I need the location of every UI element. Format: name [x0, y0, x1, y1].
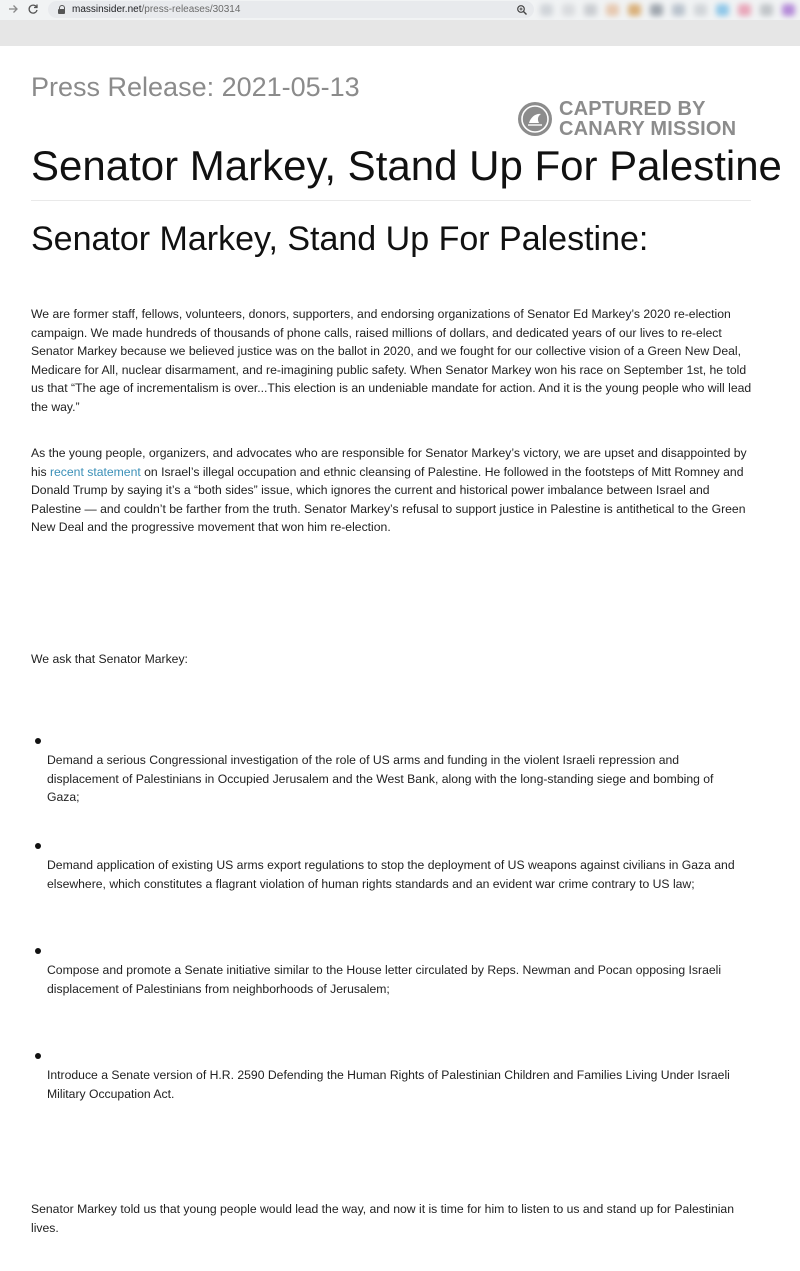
canary-mission-watermark — [518, 99, 736, 139]
paragraph-text-before-link: As the young people, organizers, and advocates who are responsible for Senator Markey’s victory, we are upset and disappointed by his — [31, 446, 747, 479]
page-subtitle: Senator Markey, Stand Up For Palestine: — [31, 220, 649, 258]
intro-paragraph: We are former staff, fellows, volunteers, donors, supporters, and endorsing organizations of Senator Ed Markey’s 2020 re-election campaign. We made hundreds of thousands of phone calls, raised millions of dollars, and dedicated years of our lives to re-elect Senator Markey because we believed justice was on the ballot in 2020, and we fought for our collective vision of a Green New Deal, Medicare for All, nuclear disarmament, and re-imagining public safety. When Senator Markey won his race on September 1st, he told us that “The age of incrementalism is over...This election is an undeniable mandate for action. And it is the young people who will lead the way.” — [31, 307, 752, 414]
paragraph-text-after-link: on Israel’s illegal occupation and ethnic cleansing of Palestine. He followed in the footsteps of Mitt Romney and Donald Trump by saying it’s a “both sides” issue, which ignores the current and historical power imbalance between Israel and Palestine — and couldn’t be farther from the truth. Senator Markey’s refusal to support justice in Palestine is antithetical to the Green New Deal and the progressive movement that won him re-election. — [31, 464, 746, 534]
list-item: Demand application of existing US arms export regulations to stop the deployment of US weapons against civilians in Gaza and elsewhere, which constitutes a flagrant violation of human rights standards and an evident war crime contrary to US law; — [47, 858, 735, 891]
url-path: /press-releases/30314 — [141, 4, 241, 15]
list-bullet — [35, 948, 41, 954]
reload-icon[interactable] — [26, 3, 40, 17]
extension-icons[interactable] — [540, 3, 795, 17]
title-divider — [31, 200, 751, 201]
list-bullet — [35, 1053, 41, 1059]
ask-intro: We ask that Senator Markey: — [31, 652, 188, 666]
statement-paragraph — [31, 444, 753, 537]
list-item: Compose and promote a Senate initiative similar to the House letter circulated by Reps. Newman and Pocan opposing Israeli displacement of Palestinians from neighborhoods of Jerusalem; — [47, 963, 722, 996]
address-bar[interactable] — [48, 1, 534, 18]
url-text[interactable] — [72, 4, 240, 15]
watermark-line-1: CAPTURED BY — [559, 98, 706, 120]
canary-bird-icon — [518, 102, 552, 136]
zoom-icon[interactable] — [516, 3, 528, 15]
recent-statement-link[interactable]: recent statement — [49, 464, 141, 479]
closing-paragraph: Senator Markey told us that young people would lead the way, and now it is time for him to listen to us and stand up for Palestinian lives. — [31, 1202, 734, 1235]
browser-toolbar — [0, 0, 800, 20]
press-release-date: Press Release: 2021-05-13 — [31, 72, 360, 102]
watermark-line-2: CANARY MISSION — [559, 118, 737, 140]
list-bullet — [35, 843, 41, 849]
lock-icon[interactable] — [57, 5, 66, 14]
forward-arrow-icon[interactable] — [6, 3, 20, 17]
list-bullet — [35, 738, 41, 744]
list-item: Introduce a Senate version of H.R. 2590 Defending the Human Rights of Palestinian Children and Families Living Under Israeli Military Occupation Act. — [47, 1068, 730, 1101]
url-host: massinsider.net — [72, 4, 142, 15]
list-item: Demand a serious Congressional investigation of the role of US arms and funding in the violent Israeli repression and displacement of Palestinians in Occupied Jerusalem and the West Bank, along with the long-standing siege and bombing of Gaza; — [47, 753, 714, 804]
browser-bookmarks-bar — [0, 20, 800, 46]
page-title: Senator Markey, Stand Up For Palestine — [31, 142, 782, 189]
